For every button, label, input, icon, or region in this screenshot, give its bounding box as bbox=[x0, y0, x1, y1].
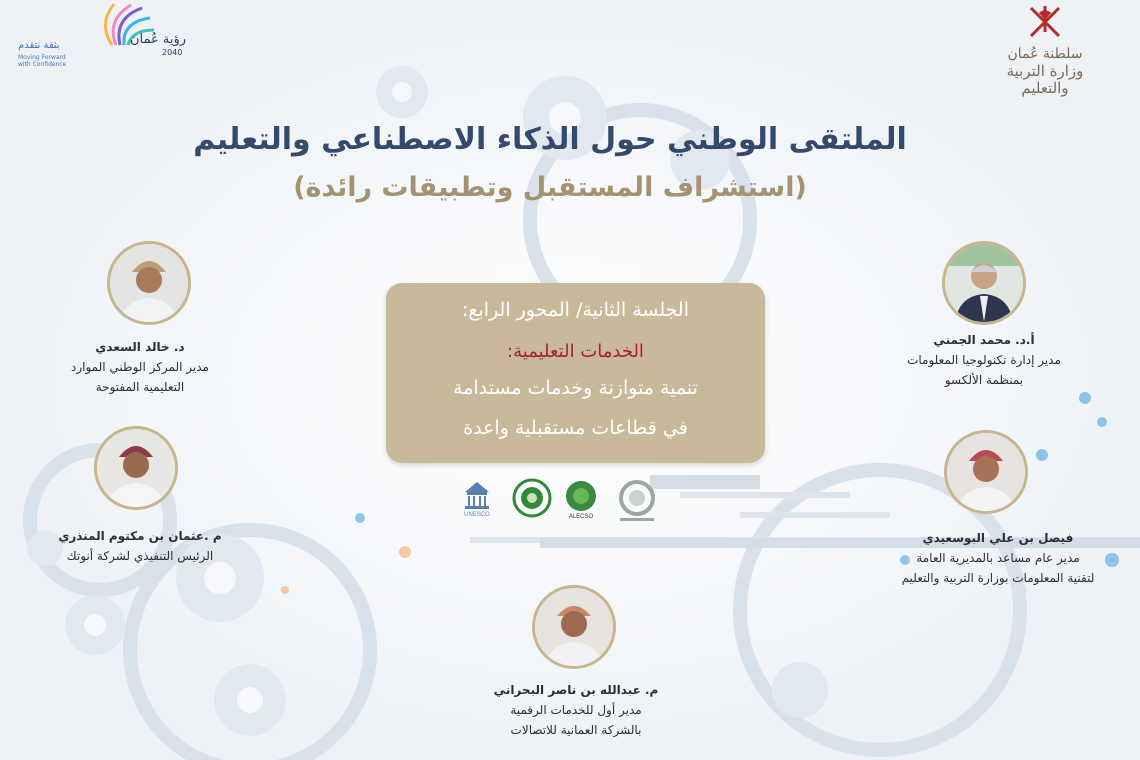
ministry-country: سلطنة عُمان bbox=[1007, 46, 1083, 62]
svg-text:ALECSO: ALECSO bbox=[568, 514, 594, 520]
speaker-role: مدير المركز الوطني الموارد bbox=[71, 360, 209, 374]
speaker-role: مدير عام مساعد بالمديرية العامة bbox=[916, 551, 1080, 565]
person-icon bbox=[945, 244, 1023, 322]
partner-seal-icon bbox=[512, 478, 552, 518]
person-icon bbox=[535, 588, 613, 666]
oman-emblem-icon bbox=[1023, 2, 1067, 42]
speaker-role: الرئيس التنفيذي لشركة أنوتك bbox=[66, 549, 214, 563]
speaker-4 bbox=[20, 526, 260, 566]
alecso-logo bbox=[560, 478, 602, 520]
speaker-photo-5 bbox=[107, 241, 191, 325]
speaker-1 bbox=[864, 330, 1104, 390]
event-subtitle: (استشراف المستقبل وتطبيقات رائدة) bbox=[293, 172, 807, 203]
event-title: الملتقى الوطني حول الذكاء الاصطناعي والتعليم bbox=[193, 122, 907, 157]
speaker-3 bbox=[456, 680, 696, 740]
speaker-photo-2 bbox=[944, 430, 1028, 514]
session-label: الجلسة الثانية/ المحور الرابع: bbox=[461, 299, 690, 321]
person-icon bbox=[110, 244, 188, 322]
speaker-role: التعليمية المفتوحة bbox=[95, 380, 185, 394]
speaker-name: م. عبدالله بن ناصر البحراني bbox=[493, 683, 659, 697]
speaker-role: بمنظمة الألكسو bbox=[944, 373, 1024, 387]
session-desc-1: تنمية متوازنة وخدمات مستدامة bbox=[453, 377, 698, 399]
ministry-logo bbox=[990, 2, 1100, 97]
session-card bbox=[386, 283, 765, 463]
unesco-logo bbox=[459, 478, 495, 518]
svg-text:UNESCO: UNESCO bbox=[464, 512, 490, 518]
person-icon bbox=[97, 429, 175, 507]
partner-logo-icon bbox=[614, 478, 660, 524]
ministry-name: وزارة التربية والتعليم bbox=[1006, 62, 1084, 97]
vision-slogan-ar: بثقة نتقدم bbox=[18, 40, 60, 51]
speaker-role: مدير أول للخدمات الرقمية bbox=[510, 703, 642, 717]
vision-slogan-en: Moving Forward with Confidence bbox=[18, 54, 67, 68]
vision-2040-logo bbox=[18, 0, 188, 75]
speaker-name: فيصل بن علي البوسعيدي bbox=[922, 531, 1074, 545]
vision-year: 2040 bbox=[162, 48, 183, 57]
speaker-5 bbox=[20, 337, 260, 397]
speaker-role: مدير إدارة تكنولوجيا المعلومات bbox=[907, 353, 1061, 367]
session-topic: الخدمات التعليمية: bbox=[507, 341, 644, 362]
speaker-name: م .عثمان بن مكتوم المنذري bbox=[58, 529, 222, 543]
session-desc-2: في قطاعات مستقبلية واعدة bbox=[463, 417, 688, 439]
speaker-photo-4 bbox=[94, 426, 178, 510]
speaker-role: لتقنية المعلومات بوزارة التربية والتعليم bbox=[901, 571, 1095, 585]
speaker-photo-3 bbox=[532, 585, 616, 669]
speaker-2 bbox=[878, 528, 1118, 588]
vision-title: رؤية عُمان bbox=[130, 32, 187, 47]
speaker-role: بالشركة العمانية للاتصالات bbox=[510, 723, 642, 737]
person-icon bbox=[947, 433, 1025, 511]
speaker-name: أ.د. محمد الجمني bbox=[933, 333, 1035, 347]
speaker-photo-1 bbox=[942, 241, 1026, 325]
speaker-name: د. خالد السعدي bbox=[95, 340, 185, 354]
vision-swirl-icon bbox=[76, 0, 156, 60]
